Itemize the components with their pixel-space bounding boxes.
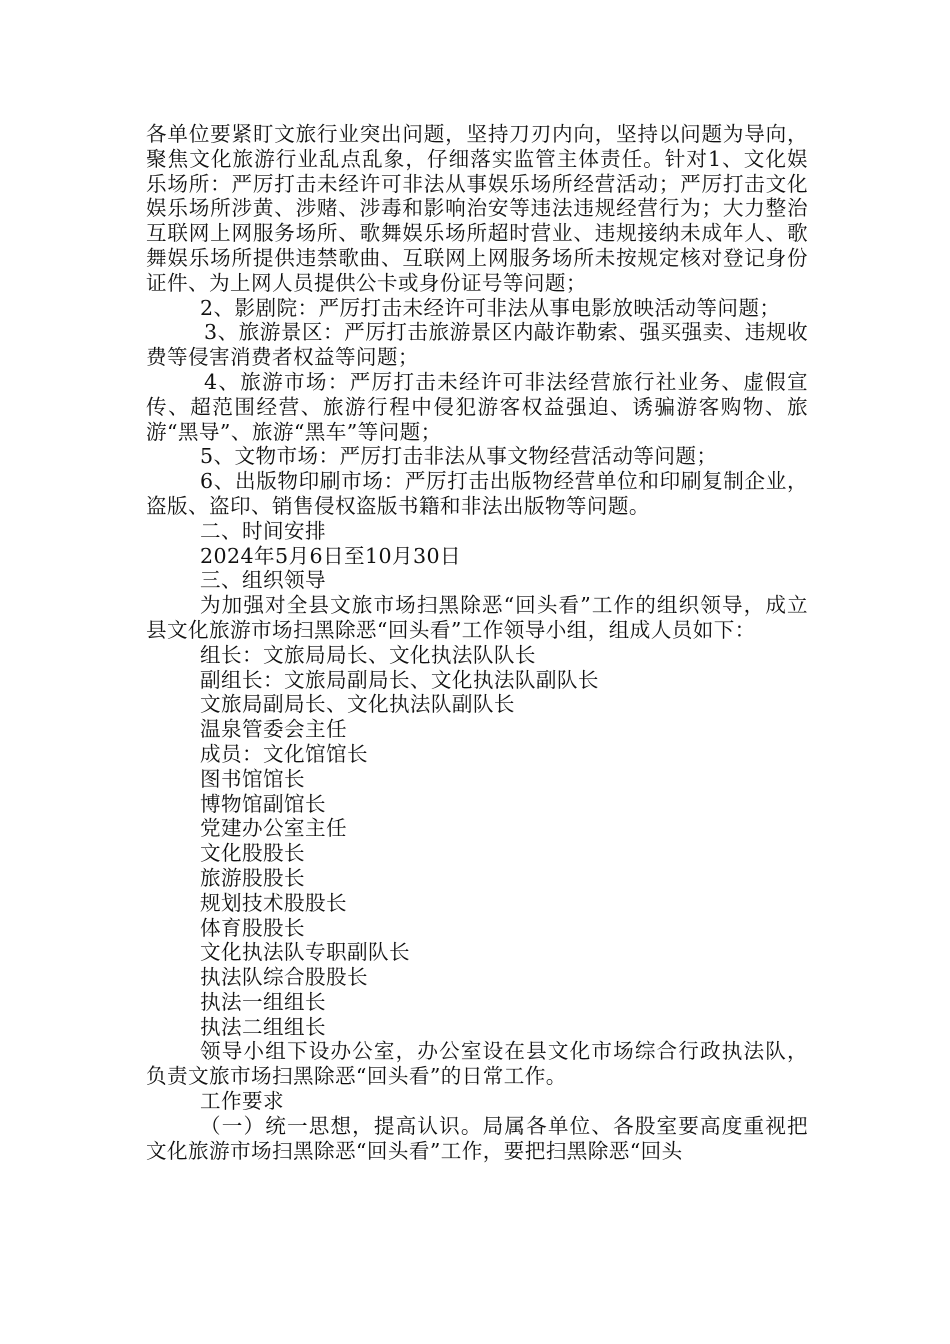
paragraph-office: 领导小组下设办公室，办公室设在县文化市场综合行政执法队，负责文旅市场扫黑除恶“回头看”的日常工作。 bbox=[146, 1039, 808, 1089]
member-line: 文化执法队专职副队长 bbox=[200, 940, 410, 965]
member-deputy-leader: 副组长：文旅局副局长、文化执法队副队长 bbox=[200, 667, 599, 692]
paragraph-item-6: 6、出版物印刷市场：严厉打击出版物经营单位和印刷复制企业，盗版、盗印、销售侵权盗版书籍和非法出版物等问题。 bbox=[146, 469, 808, 518]
member-line: 执法二组组长 bbox=[200, 1014, 326, 1039]
member-members: 成员：文化馆馆长 bbox=[200, 741, 368, 766]
member-line: 体育股股长 bbox=[200, 915, 305, 940]
member-line: 图书馆馆长 bbox=[200, 766, 305, 791]
paragraph-item-2: 2、影剧院：严厉打击未经许可非法从事电影放映活动等问题； bbox=[200, 295, 781, 320]
document-body bbox=[146, 122, 808, 1163]
member-line: 温泉管委会主任 bbox=[200, 717, 347, 742]
member-line: 文化股股长 bbox=[200, 841, 305, 866]
section-heading-organization: 三、组织领导 bbox=[200, 568, 326, 593]
paragraph-intro: 各单位要紧盯文旅行业突出问题，坚持刀刃内向，坚持以问题为导向，聚焦文化旅游行业乱点乱象，仔细落实监管主体责任。针对1、文化娱乐场所：严厉打击未经许可非法从事娱乐场所经营活动；严厉打击文化娱乐场所涉黄、涉赌、涉毒和影响治安等违法违规经营行为；大力整治互联网上网服务场所、歌舞娱乐场所超时营业、违规接纳未成年人、歌舞娱乐场所提供违禁歌曲、互联网上网服务场所未按规定核对登记身份证件、为上网人员提供公卡或身份证号等问题； bbox=[146, 122, 808, 295]
member-line: 文旅局副局长、文化执法队副队长 bbox=[200, 692, 515, 717]
section-heading-requirements: 工作要求 bbox=[200, 1089, 284, 1114]
paragraph-item-4: 4、旅游市场：严厉打击未经许可非法经营旅行社业务、虚假宣传、超范围经营、旅游行程中侵犯游客权益强迫、诱骗游客购物、旅游“黑导”、旅游“黑车”等问题； bbox=[146, 369, 808, 444]
paragraph-organization: 为加强对全县文旅市场扫黑除恶“回头看”工作的组织领导，成立县文化旅游市场扫黑除恶“回头看”工作领导小组，组成人员如下： bbox=[146, 593, 808, 642]
member-line: 博物馆副馆长 bbox=[200, 791, 326, 816]
member-line: 执法队综合股股长 bbox=[200, 965, 368, 990]
paragraph-item-3: 3、旅游景区：严厉打击旅游景区内敲诈勒索、强买强卖、违规收费等侵害消费者权益等问题； bbox=[146, 320, 808, 370]
section-heading-schedule: 二、时间安排 bbox=[200, 518, 326, 543]
member-line: 规划技术股股长 bbox=[200, 890, 347, 915]
member-line: 执法一组组长 bbox=[200, 989, 326, 1014]
schedule-dates: 2024年5月6日至10月30日 bbox=[200, 543, 461, 568]
paragraph-requirement-1: （一）统一思想，提高认识。局属各单位、各股室要高度重视把文化旅游市场扫黑除恶“回头看”工作，要把扫黑除恶“回头 bbox=[146, 1113, 808, 1163]
member-line: 旅游股股长 bbox=[200, 865, 305, 890]
paragraph-item-5: 5、文物市场：严厉打击非法从事文物经营活动等问题； bbox=[200, 444, 718, 469]
member-line: 党建办公室主任 bbox=[200, 816, 347, 841]
member-leader: 组长：文旅局局长、文化执法队队长 bbox=[200, 642, 536, 667]
